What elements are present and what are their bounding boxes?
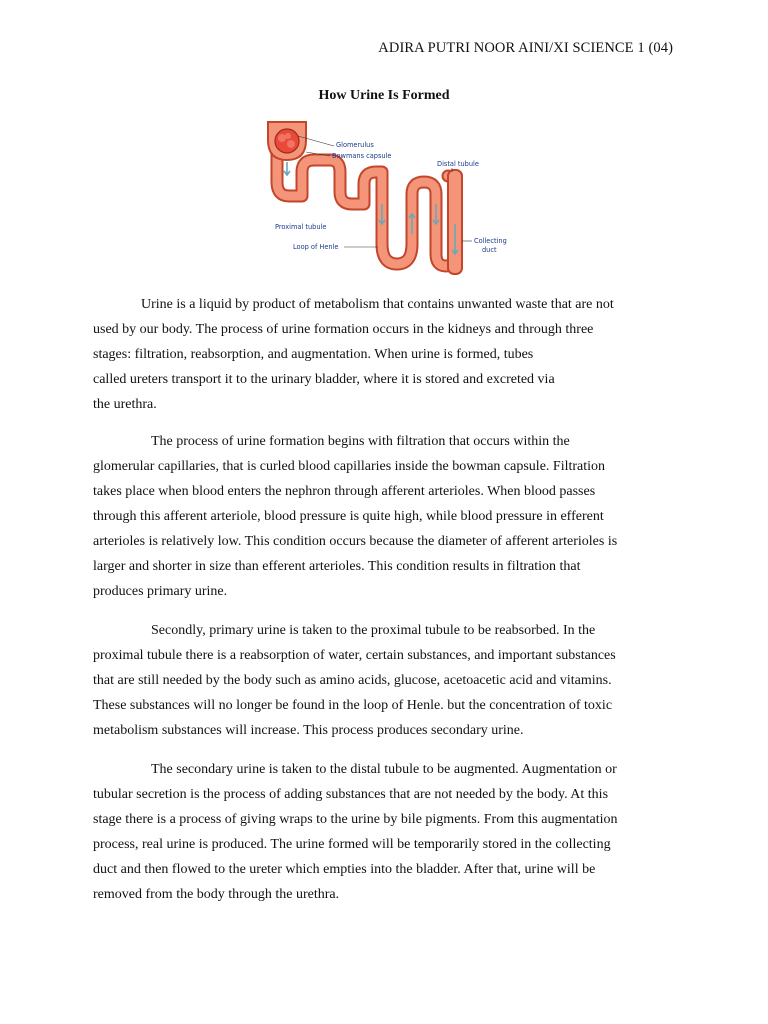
paragraph-line: larger and shorter in size than efferent arterioles. This condition results in filtration that	[93, 559, 581, 574]
document-title: How Urine Is Formed	[318, 88, 450, 103]
paragraph-line: through this afferent arteriole, blood pressure is quite high, while blood pressure in efferent	[93, 509, 604, 524]
paragraph-line: the urethra.	[93, 397, 157, 412]
paragraph-line: The process of urine formation begins with filtration that occurs within the	[151, 434, 570, 449]
label-collecting-duct-line1: Collecting	[474, 237, 507, 245]
label-distal-tubule: Distal tubule	[437, 160, 479, 168]
paragraph-line: stage there is a process of giving wraps to the urine by bile pigments. From this augmentation	[93, 812, 618, 827]
paragraph-line: Urine is a liquid by product of metabolism that contains unwanted waste that are not	[141, 297, 614, 312]
paragraph-line: glomerular capillaries, that is curled blood capillaries inside the bowman capsule. Filtration	[93, 459, 606, 474]
paragraph-line: tubular secretion is the process of adding substances that are not needed by the body. At this	[93, 787, 609, 802]
label-proximal-tubule: Proximal tubule	[275, 223, 327, 231]
paragraph-reabsorption	[93, 618, 683, 743]
bowmans-capsule-shape	[268, 122, 306, 160]
label-bowmans-capsule: Bowmans capsule	[332, 152, 392, 160]
paragraph-line: process, real urine is produced. The urine formed will be temporarily stored in the collecting	[93, 837, 611, 852]
paragraph-line: arterioles is relatively low. This condition occurs because the diameter of afferent arterioles is	[93, 534, 618, 549]
paragraph-line: metabolism substances will increase. This process produces secondary urine.	[93, 723, 524, 738]
paragraph-augmentation	[93, 757, 683, 907]
label-loop-of-henle: Loop of Henle	[293, 243, 339, 251]
label-collecting-duct-line2: duct	[482, 246, 497, 254]
label-glomerulus: Glomerulus	[336, 141, 374, 149]
paragraph-line: takes place when blood enters the nephron through afferent arterioles. When blood passes	[93, 484, 596, 499]
nephron-illustration	[240, 114, 530, 284]
glomerulus-shape	[275, 129, 299, 153]
author-header: ADIRA PUTRI NOOR AINI/XI SCIENCE 1 (04)	[378, 40, 673, 56]
paragraph-line: removed from the body through the urethra.	[93, 887, 340, 902]
paragraph-line: proximal tubule there is a reabsorption of water, certain substances, and important substances	[93, 648, 616, 663]
paragraph-line: called ureters transport it to the urinary bladder, where it is stored and excreted via	[93, 372, 555, 387]
paragraph-line: duct and then flowed to the ureter which empties into the bladder. After that, urine will be	[93, 862, 596, 877]
paragraph-filtration	[93, 429, 683, 604]
nephron-diagram	[240, 114, 530, 284]
paragraph-intro	[93, 292, 683, 417]
paragraph-line: Secondly, primary urine is taken to the proximal tubule to be reabsorbed. In the	[151, 623, 596, 638]
paragraph-line: used by our body. The process of urine formation occurs in the kidneys and through three	[93, 322, 594, 337]
paragraph-line: stages: filtration, reabsorption, and augmentation. When urine is formed, tubes	[93, 347, 534, 362]
paragraph-line: produces primary urine.	[93, 584, 228, 599]
paragraph-line: These substances will no longer be found in the loop of Henle. but the concentration of toxic	[93, 698, 613, 713]
paragraph-line: that are still needed by the body such as amino acids, glucose, acetoacetic acid and vitamins.	[93, 673, 612, 688]
nephron-tubule	[277, 144, 462, 274]
paragraph-line: The secondary urine is taken to the distal tubule to be augmented. Augmentation or	[151, 762, 617, 777]
